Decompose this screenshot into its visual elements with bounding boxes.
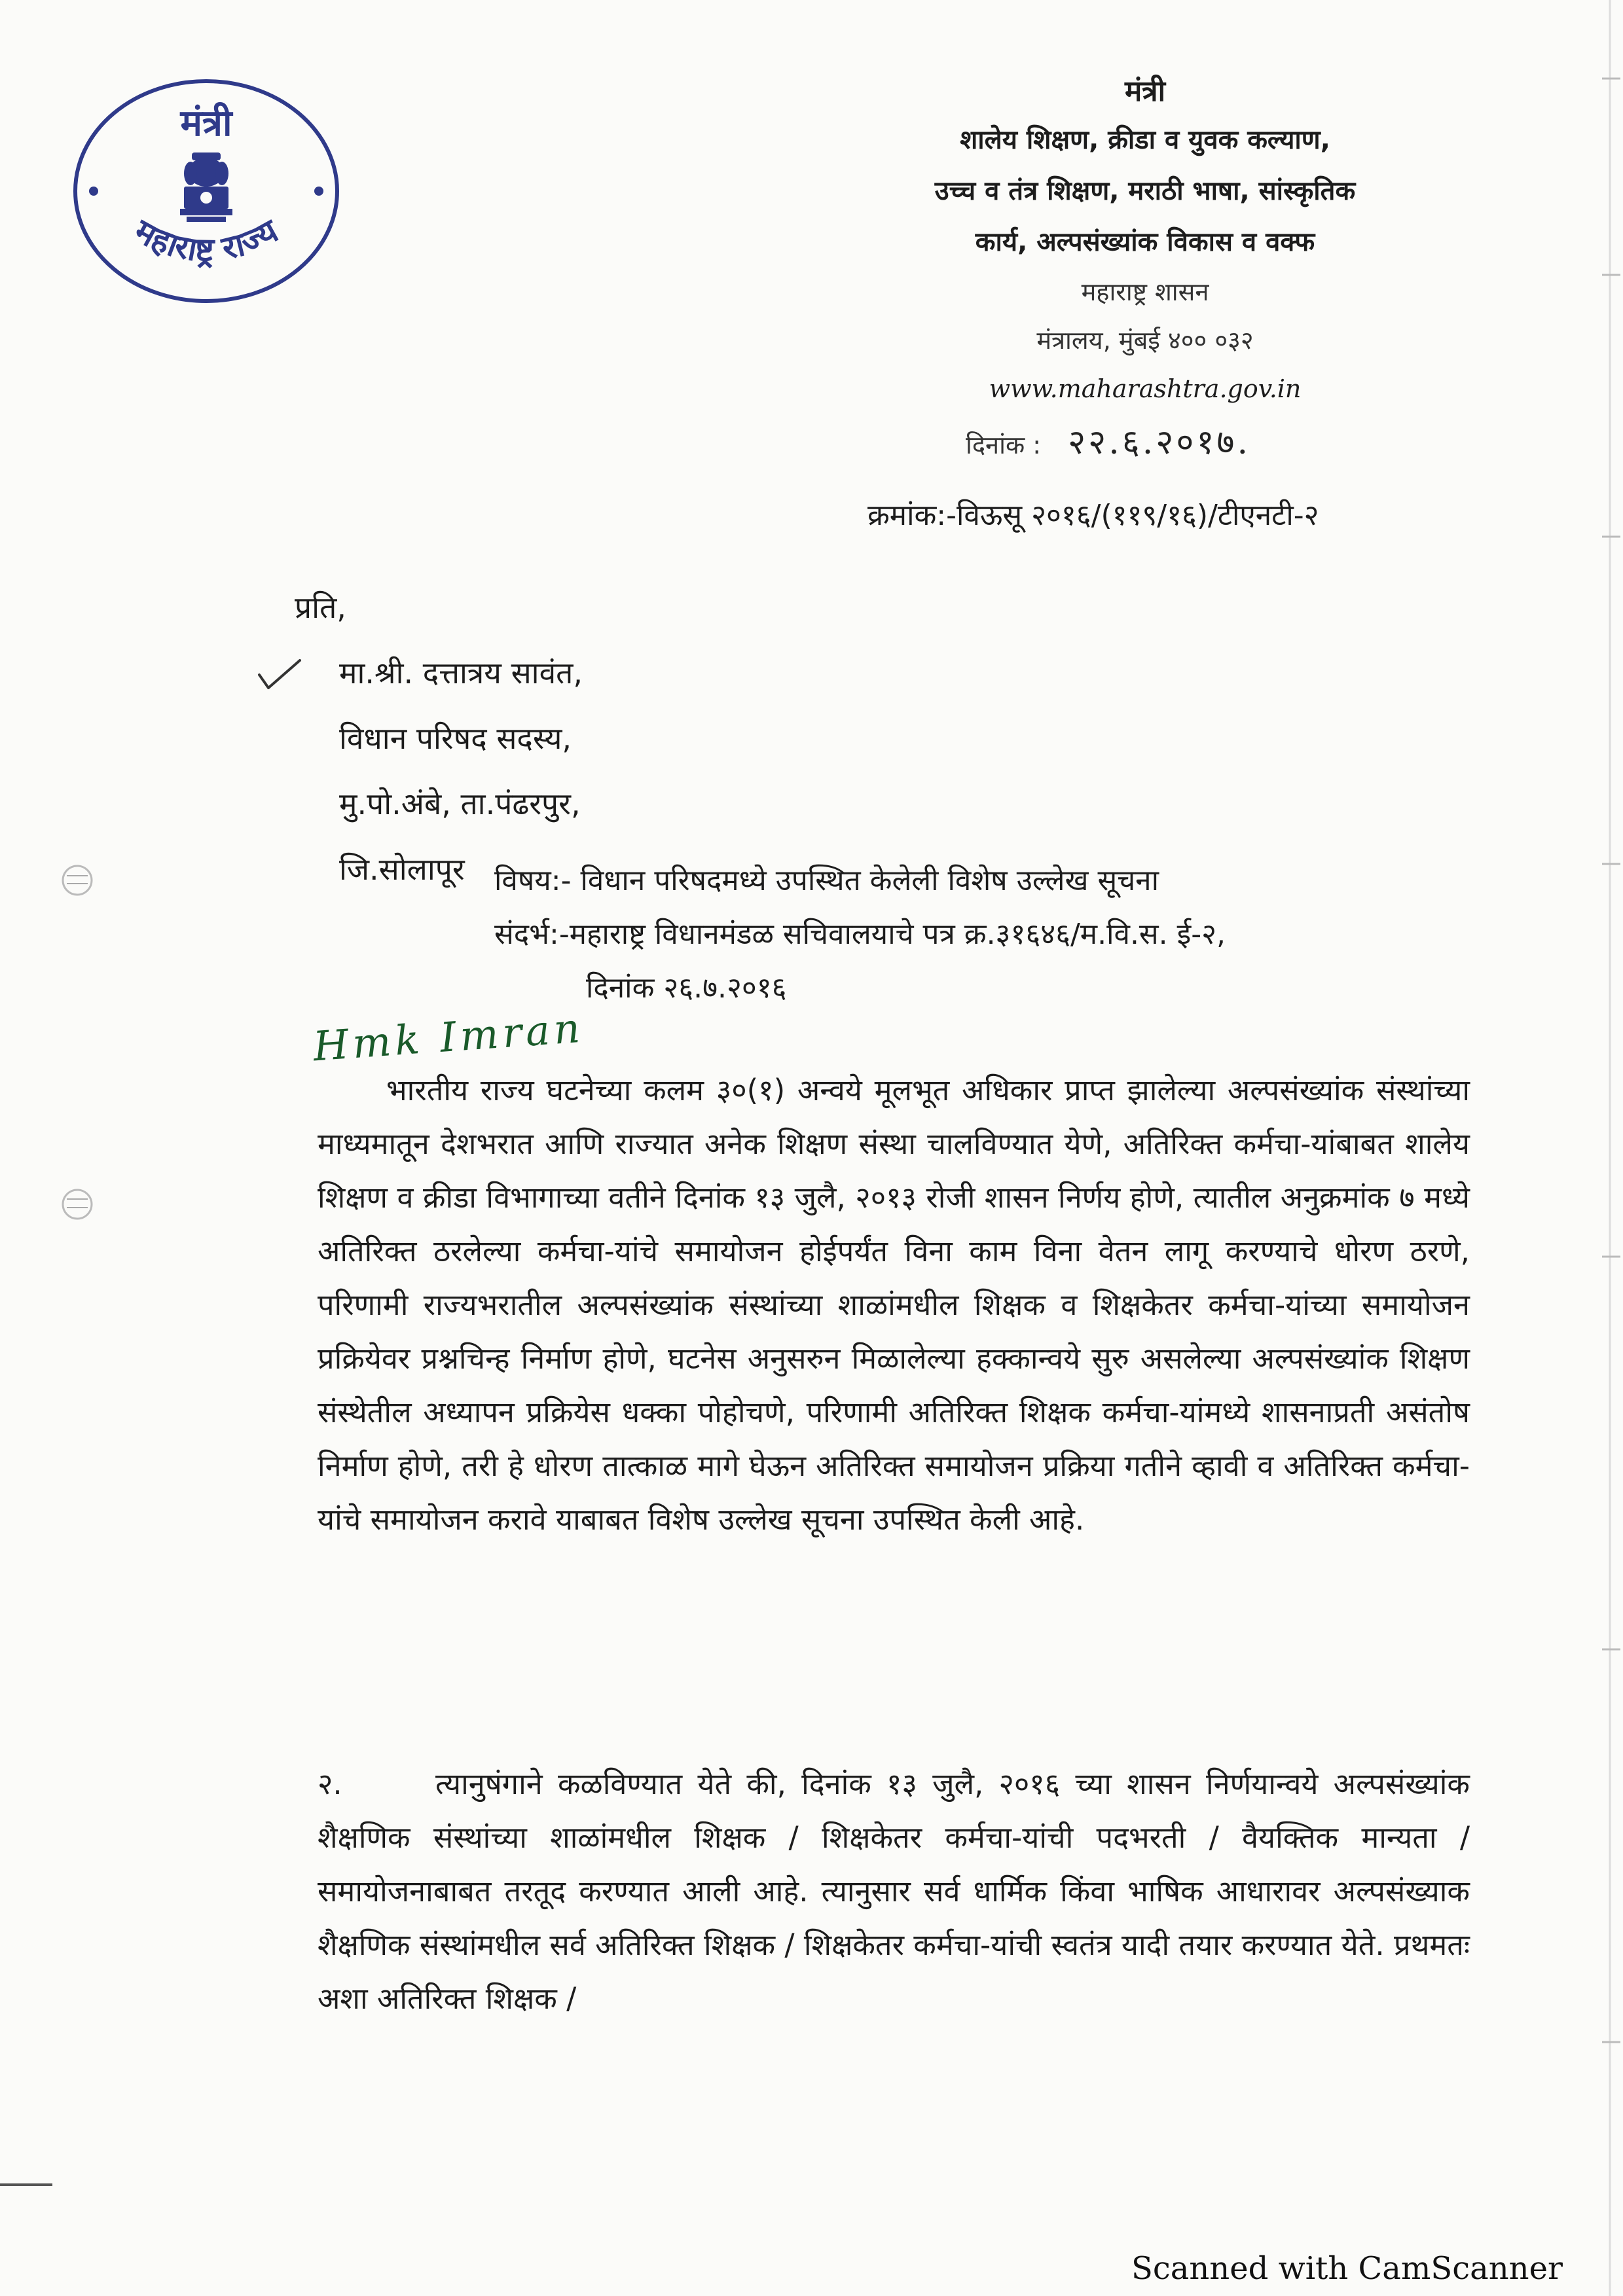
left-edge-marks — [0, 0, 105, 2296]
body-paragraph-2 — [318, 1757, 1470, 2026]
subject-line: विषय:- विधान परिषदमध्ये उपस्थित केलेली विशेष उल्लेख सूचना — [494, 864, 1159, 897]
addressee-line: विधान परिषद सदस्य, — [339, 721, 572, 756]
paragraph-number: २. — [318, 1767, 342, 1801]
seal-bottom-text: महाराष्ट्र राज्य — [128, 211, 285, 269]
ashoka-emblem-icon — [180, 152, 232, 222]
seal-top-text: मंत्री — [180, 102, 232, 145]
letterhead-dept-line-2: उच्च व तंत्र शिक्षण, मराठी भाषा, सांस्कृतिक — [934, 176, 1356, 206]
ministry-seal — [69, 75, 344, 308]
right-edge-marks — [1597, 0, 1623, 2296]
body-paragraph-1: भारतीय राज्य घटनेच्या कलम ३०(१) अन्वये मूलभूत अधिकार प्राप्त झालेल्या अल्पसंख्यांक संस्थांच्या माध्यमातून देशभरात आणि राज्यात अनेक शिक्षण संस्था चालविण्यात येणे, अतिरिक्त कर्मचा-यांबाबत शालेय शिक्षण व क्रीडा विभागाच्या वतीने दिनांक १३ जुलै, २०१३ रोजी शासन निर्णय होणे, त्यातील अनुक्रमांक ७ मध्ये अतिरिक्त ठरलेल्या कर्मचा-यांचे समायोजन होईपर्यंत विना काम विना वेतन लागू करण्याचे धोरण ठरणे, परिणामी राज्यभरातील अल्पसंख्यांक संस्थांच्या शाळांमधील शिक्षक व शिक्षकेतर कर्मचा-यांच्या समायोजन प्रक्रियेवर प्रश्नचिन्ह निर्माण होणे, घटनेस अनुसरुन मिळालेल्या हक्कान्वये सुरु असलेल्या अल्पसंख्यांक शिक्षण संस्थेतील अध्यापन प्रक्रियेस धक्का पोहोचणे, परिणामी अतिरिक्त शिक्षक कर्मचा-यांमध्ये शासनाप्रती असंतोष निर्माण होणे, तरी हे धोरण तात्काळ मागे घेऊन अतिरिक्त समायोजन प्रक्रिया गतीने व्हावी व अतिरिक्त कर्मचा-यांचे समायोजन करावे याबाबत विशेष उल्लेख सूचना उपस्थित केली आहे. — [318, 1073, 1470, 1537]
addressee-line: जि.सोलापूर — [339, 852, 465, 887]
letterhead-dept-line-3: कार्य, अल्पसंख्यांक विकास व वक्फ — [975, 227, 1315, 257]
reference-number: क्रमांक:-विऊसू २०१६/(११९/१६)/टीएनटी-२ — [867, 499, 1319, 532]
subject-block — [494, 854, 1226, 1015]
letterhead-address: मंत्रालय, मुंबई ४०० ०३२ — [1036, 326, 1254, 355]
salutation: प्रति, — [295, 590, 346, 625]
letterhead-title: मंत्री — [1125, 75, 1165, 108]
reference-date: दिनांक २६.७.२०१६ — [586, 971, 787, 1005]
letterhead-dept-line-1: शालेय शिक्षण, क्रीडा व युवक कल्याण, — [960, 125, 1330, 155]
letterhead-government: महाराष्ट्र शासन — [1081, 278, 1209, 306]
handwritten-note: Hmk Imran — [311, 1003, 585, 1071]
handwritten-date: २२.६.२०१७. — [1068, 423, 1250, 462]
date-label: दिनांक : — [966, 431, 1042, 459]
letterhead — [818, 69, 1472, 413]
addressee-line: मु.पो.अंबे, ता.पंढरपुर, — [339, 786, 581, 821]
scanner-watermark: Scanned with CamScanner — [1131, 2250, 1563, 2287]
addressee-block — [295, 575, 583, 902]
reference-line: संदर्भ:-महाराष्ट्र विधानमंडळ सचिवालयाचे पत्र क्र.३१६४६/म.वि.स. ई-२, — [494, 918, 1226, 951]
addressee-line: मा.श्री. दत्तात्रय सावंत, — [339, 655, 583, 691]
letterhead-website: www.maharashtra.gov.in — [989, 374, 1302, 403]
date-row — [966, 418, 1250, 464]
paragraph-2-text: त्यानुषंगाने कळविण्यात येते की, दिनांक १३ जुलै, २०१६ च्या शासन निर्णयान्वये अल्पसंख्यांक शैक्षणिक संस्थांच्या शाळांमधील शिक्षक / शिक्षकेतर कर्मचा-यांची पदभरती / वैयक्तिक मान्यता / समायोजनाबाबत तरतूद करण्यात आली आहे. त्यानुसार सर्व धार्मिक किंवा भाषिक आधारावर अल्पसंख्याक शैक्षणिक संस्थांमधील सर्व अतिरिक्त शिक्षक / शिक्षकेतर कर्मचा-यांची स्वतंत्र यादी तयार करण्यात येते. प्रथमतः अशा अतिरिक्त शिक्षक / — [318, 1767, 1470, 2016]
